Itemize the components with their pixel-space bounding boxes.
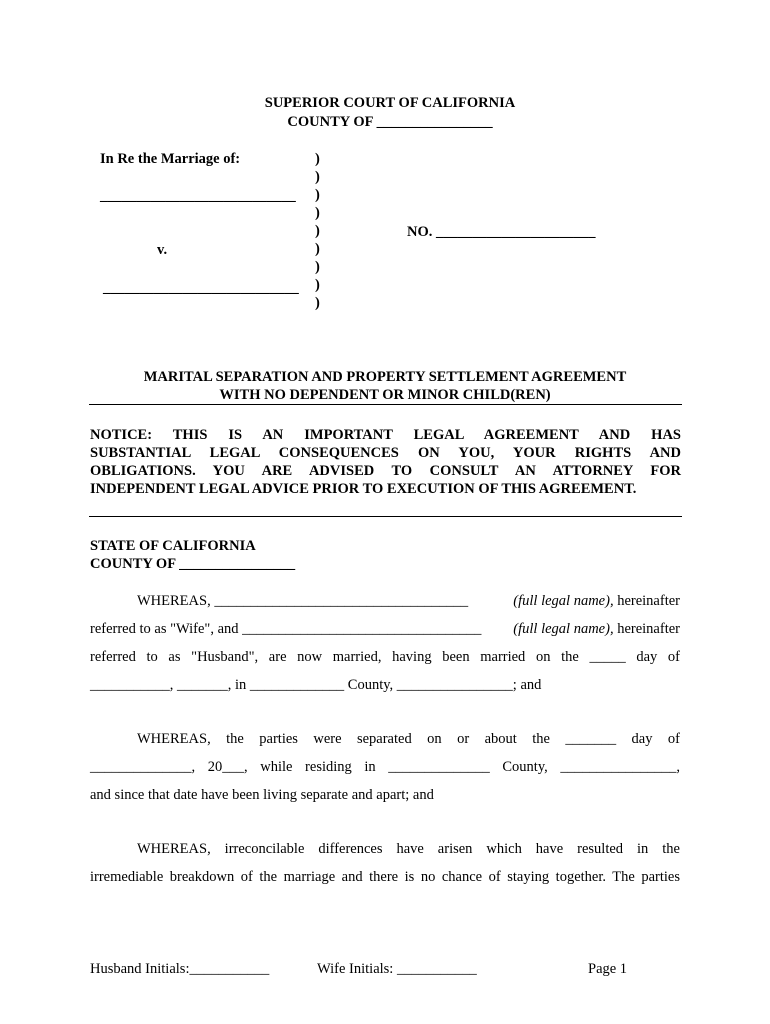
county-heading: COUNTY OF ________________ <box>287 114 493 130</box>
full-legal-name-note: (full legal name), <box>513 621 614 637</box>
paren: ) <box>315 295 320 311</box>
recital-line: ______________, 20___, while residing in ______________ County, ________________, <box>90 759 680 775</box>
husband-initials: Husband Initials:___________ <box>90 961 270 977</box>
recital-line: WHEREAS, the parties were separated on or about the _______ day of <box>137 731 680 747</box>
party2-blank: ___________________________ <box>103 280 299 296</box>
paren: ) <box>315 205 320 221</box>
notice-line: NOTICE: THIS IS AN IMPORTANT LEGAL AGREEMENT AND HAS <box>90 427 681 443</box>
wife-initials: Wife Initials: ___________ <box>317 961 477 977</box>
agreement-title-line2: WITH NO DEPENDENT OR MINOR CHILD(REN) <box>219 387 551 403</box>
notice-line: SUBSTANTIAL LEGAL CONSEQUENCES ON YOU, YOUR RIGHTS AND <box>90 445 681 461</box>
paren: ) <box>315 241 320 257</box>
paren: ) <box>315 259 320 275</box>
notice-divider <box>89 516 682 517</box>
venue-county: COUNTY OF ________________ <box>90 556 296 572</box>
recital-text: WHEREAS, ___________________________________ <box>137 593 469 609</box>
recital-line <box>137 593 680 610</box>
notice-line: INDEPENDENT LEGAL ADVICE PRIOR TO EXECUTION OF THIS AGREEMENT. <box>90 481 637 497</box>
recital-line: irremediable breakdown of the marriage and there is no chance of staying together. The parties <box>90 869 680 885</box>
full-legal-name-note: (full legal name), <box>513 593 614 609</box>
versus-label: v. <box>157 242 168 258</box>
recital-line: ___________, _______, in _____________ County, ________________; and <box>90 677 542 693</box>
in-re-label: In Re the Marriage of: <box>100 151 241 167</box>
title-divider <box>89 404 682 405</box>
recital-line <box>90 621 680 638</box>
recital-line: referred to as "Husband", are now married, having been married on the _____ day of <box>90 649 680 665</box>
paren: ) <box>315 277 320 293</box>
paren: ) <box>315 151 320 167</box>
party1-blank: ___________________________ <box>100 188 296 204</box>
court-title: SUPERIOR COURT OF CALIFORNIA <box>264 95 516 111</box>
agreement-title-line1: MARITAL SEPARATION AND PROPERTY SETTLEMENT AGREEMENT <box>143 369 627 385</box>
venue-state: STATE OF CALIFORNIA <box>90 538 256 554</box>
case-number: NO. ______________________ <box>407 224 596 240</box>
paren: ) <box>315 223 320 239</box>
recital-text: hereinafter <box>617 621 680 637</box>
recital-text: hereinafter <box>617 593 680 609</box>
recital-line: WHEREAS, irreconcilable differences have arisen which have resulted in the <box>137 841 680 857</box>
page-number: Page 1 <box>588 961 628 977</box>
recital-text: referred to as "Wife", and _________________________________ <box>90 621 482 637</box>
notice-line: OBLIGATIONS. YOU ARE ADVISED TO CONSULT AN ATTORNEY FOR <box>90 463 681 479</box>
recital-line: and since that date have been living separate and apart; and <box>90 787 434 803</box>
paren: ) <box>315 187 320 203</box>
paren: ) <box>315 169 320 185</box>
